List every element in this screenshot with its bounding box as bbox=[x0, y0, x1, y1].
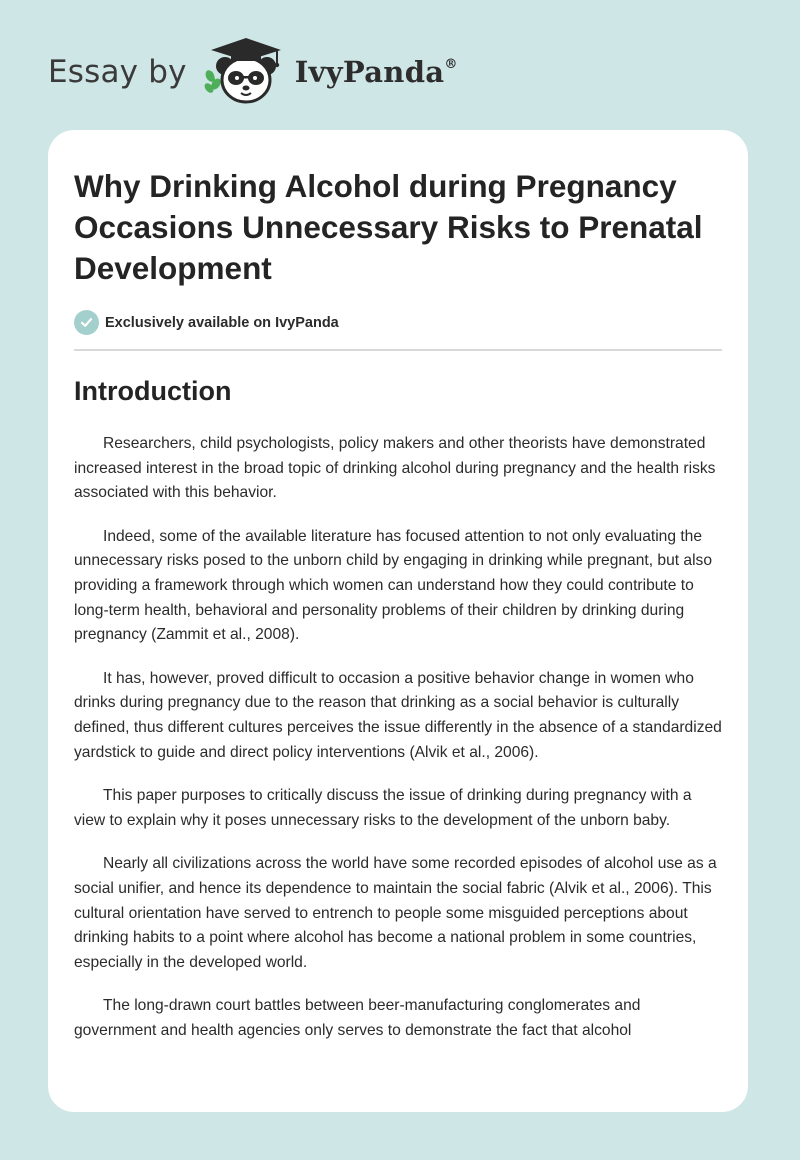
essay-card bbox=[48, 130, 748, 1112]
brand-name[interactable] bbox=[295, 55, 458, 89]
section-heading: Introduction bbox=[74, 376, 232, 406]
paragraph: Researchers, child psychologists, policy makers and other theorists have demonstrated increased interest in the broad topic of drinking alcohol during pregnancy and the health risks associated with this behavior. bbox=[74, 435, 716, 502]
panda-graduate-icon[interactable] bbox=[201, 34, 291, 110]
brand-label: IvyPanda bbox=[294, 55, 445, 89]
essay-title: Why Drinking Alcohol during Pregnancy Occasions Unnecessary Risks to Prenatal Development bbox=[74, 168, 703, 286]
site-header bbox=[48, 34, 458, 110]
paragraph: It has, however, proved difficult to occasion a positive behavior change in women who drinks during pregnancy due to the reason that drinking as a social behavior is culturally defined, thus different cultures perceives the issue differently in the absence of a standardized yardstick to guide and direct policy interventions (Alvik et al., 2006). bbox=[74, 669, 722, 761]
essay-body bbox=[74, 432, 722, 1043]
paragraph: Indeed, some of the available literature has focused attention to not only evaluating the unnecessary risks posed to the unborn child by engaging in drinking while pregnant, but also providing a framework through which women can understand how they could contribute to long-term health, behavioral and personality problems of their children by drinking during pregnancy (Zammit et al., 2008). bbox=[74, 527, 713, 644]
check-circle-icon bbox=[74, 310, 99, 335]
registered-mark: ® bbox=[444, 57, 458, 72]
essay-by-label: Essay by bbox=[48, 54, 187, 90]
badge-text: Exclusively available on IvyPanda bbox=[105, 314, 339, 331]
paragraph: The long-drawn court battles between beer-manufacturing conglomerates and government and health agencies only serves to demonstrate the fact that alcohol bbox=[74, 997, 641, 1039]
paragraph: Nearly all civilizations across the world have some recorded episodes of alcohol use as a social unifier, and hence its dependence to maintain the social fabric (Alvik et al., 2006). This cultural orientation have served to entrench to people some misguided perceptions about drinking habits to a point where alcohol has become a national problem in some countries, especially in the developed world. bbox=[74, 855, 717, 971]
exclusive-badge bbox=[74, 310, 722, 351]
paragraph: This paper purposes to critically discuss the issue of drinking during pregnancy with a view to explain why it poses unnecessary risks to the development of the unborn baby. bbox=[74, 787, 692, 829]
